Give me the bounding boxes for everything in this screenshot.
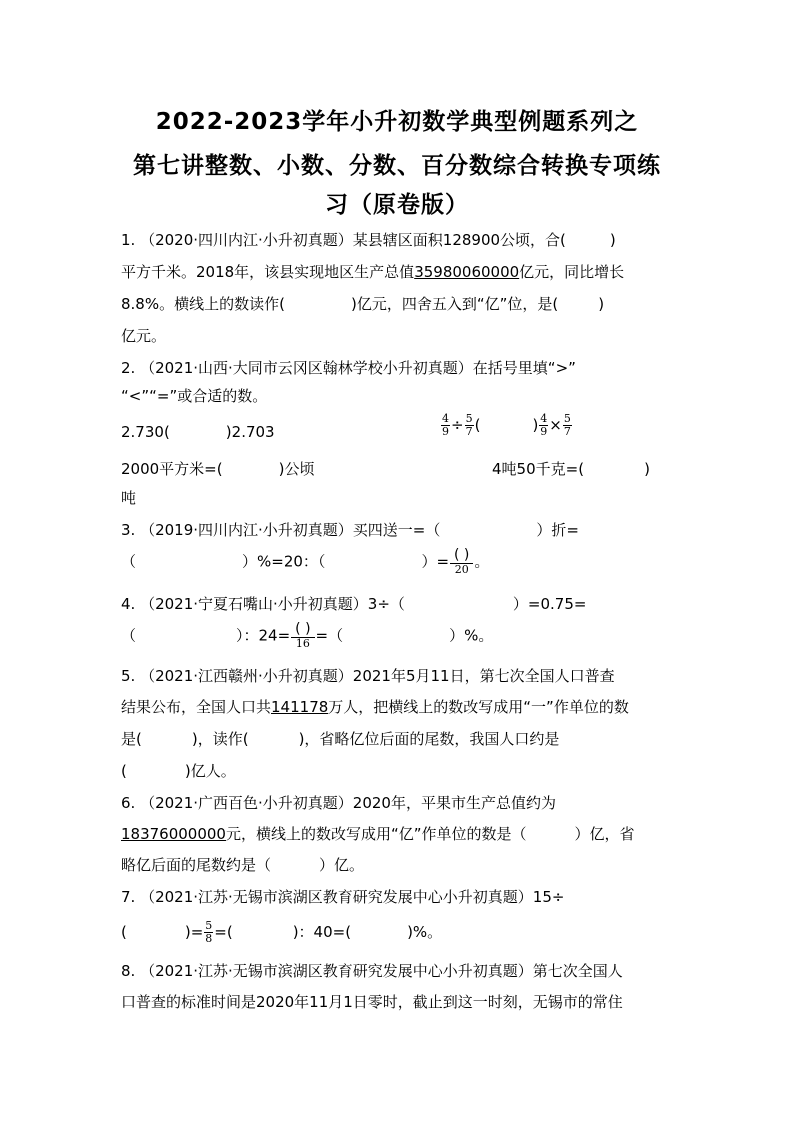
- q3-text: 3. （2019·四川内江·小升初真题）买四送一=（: [121, 521, 441, 539]
- q6-text: 元，横线上的数改写成用“亿”作单位的数是（: [225, 825, 527, 843]
- q1-text: )亿元，四舍五入到“亿”位，是(: [350, 295, 559, 313]
- title-line-1: 2022-2023学年小升初数学典型例题系列之: [155, 109, 639, 135]
- q5-text: )，省略亿位后面的尾数，我国人口约是: [298, 730, 560, 748]
- q4-text: ）=0.75=: [512, 595, 587, 613]
- q6-line-2: [121, 823, 635, 844]
- q8-line-1: 8. （2021·江苏·无锡市滨湖区教育研究发展中心小升初真题）第七次全国人: [121, 962, 623, 980]
- q5-text: )亿人。: [184, 762, 236, 780]
- q3-text: ）=: [421, 552, 450, 571]
- fraction-5-8: [204, 920, 213, 945]
- q3-text: ）%=20：（: [242, 552, 326, 571]
- q5-text: 万人，把横线上的数改写成用“一”作单位的数: [328, 698, 629, 716]
- q6-text: ）亿，省: [574, 825, 635, 843]
- q3-text: ）折=: [536, 521, 579, 539]
- q5-text: (: [121, 762, 127, 780]
- q5-underlined-number: 141178: [271, 698, 329, 716]
- q2-text: 2.730(: [121, 423, 170, 441]
- fraction-denominator: 9: [540, 425, 548, 438]
- q5-line-1: 5. （2021·江西赣州·小升初真题）2021年5月11日，第七次全国人口普查: [121, 667, 615, 685]
- q2-text: ): [532, 416, 539, 434]
- q1-text: 亿元，同比增长: [519, 263, 625, 281]
- divide-sign: ÷: [451, 416, 464, 434]
- q4-text: ）：24=: [236, 626, 291, 645]
- q1-text: 平方千米。2018年，该县实现地区生产总值: [121, 263, 415, 281]
- q6-underlined-number: 18376000000: [121, 825, 226, 843]
- q5-line-2: [121, 696, 629, 717]
- q6-line-1: 6. （2021·广西百色·小升初真题）2020年，平果市生产总值约为: [121, 794, 556, 812]
- q2-convert-2: [492, 458, 650, 479]
- fraction-numerator: ( ): [291, 622, 314, 638]
- q1-text: 1. （2020·四川内江·小升初真题）某县辖区面积128900公顷，合(: [121, 231, 566, 249]
- q1-line-2: [121, 261, 624, 282]
- q6-line-3: [121, 854, 364, 875]
- fraction-4-9: [539, 413, 548, 438]
- q2-text: )2.703: [225, 423, 275, 441]
- q2-compare-2: [440, 413, 573, 438]
- times-sign: ×: [549, 416, 562, 434]
- fraction-blank-over-16[interactable]: [291, 622, 314, 650]
- fraction-denominator: 16: [295, 637, 310, 650]
- q1-line-4: 亿元。: [121, 327, 167, 345]
- q6-text: ）亿。: [319, 856, 365, 874]
- q7-line-1: 7. （2021·江苏·无锡市滨湖区教育研究发展中心小升初真题）15÷: [121, 888, 565, 906]
- q7-text: )%。: [407, 923, 443, 941]
- q7-text: =(: [214, 923, 233, 941]
- fraction-4-9: [441, 413, 450, 438]
- fraction-numerator: 4: [442, 412, 449, 425]
- q4-text: ）%。: [449, 626, 494, 645]
- fraction-denominator: 7: [563, 425, 571, 438]
- q2-line-1: 2. （2021·山西·大同市云冈区翰林学校小升初真题）在括号里填“>”: [121, 359, 576, 377]
- q2-line-2: “<”“=”或合适的数。: [121, 387, 268, 405]
- q5-line-3: [121, 728, 559, 749]
- fraction-denominator: 7: [465, 425, 473, 438]
- q7-line-2: [121, 920, 442, 945]
- q3-line-1: [121, 519, 579, 540]
- q5-text: )，读作(: [191, 730, 249, 748]
- fraction-numerator: ( ): [450, 548, 473, 564]
- q2-text: 2000平方米=(: [121, 460, 223, 478]
- q2-convert-1: [121, 458, 314, 479]
- fraction-denominator: 8: [205, 932, 213, 945]
- q4-line-1: [121, 593, 586, 614]
- fraction-numerator: 5: [205, 919, 213, 932]
- q7-text: (: [121, 923, 127, 941]
- fraction-numerator: 5: [465, 412, 473, 425]
- q3-line-2: [121, 548, 489, 576]
- fraction-5-7: [563, 413, 572, 438]
- fraction-numerator: 4: [540, 412, 548, 425]
- q4-text: 4. （2021·宁夏石嘴山·小升初真题）3÷（: [121, 595, 405, 613]
- fraction-denominator: 20: [454, 563, 469, 576]
- q5-text: 结果公布，全国人口共: [121, 698, 272, 716]
- q2-text: )公顷: [278, 460, 315, 478]
- q2-compare-1: [121, 423, 275, 441]
- q1-line-1: [121, 229, 616, 250]
- q1-text: ): [598, 295, 605, 313]
- fraction-denominator: 9: [442, 425, 449, 438]
- q4-line-2: [121, 622, 493, 650]
- fraction-blank-over-20[interactable]: [450, 548, 473, 576]
- q5-text: 是(: [121, 730, 142, 748]
- q3-text: 。: [474, 552, 490, 571]
- q2-text: 4吨50千克=(: [492, 460, 585, 478]
- q7-text: )=: [184, 923, 204, 941]
- title-line-3: 习（原卷版）: [325, 192, 469, 218]
- title-line-2: 第七讲整数、小数、分数、百分数综合转换专项练: [133, 153, 661, 179]
- q4-text: =（: [315, 626, 344, 645]
- q1-line-3: [121, 293, 604, 314]
- fraction-numerator: 5: [563, 412, 571, 425]
- q1-text: ): [609, 231, 616, 249]
- q3-text: （: [121, 552, 137, 571]
- q1-underlined-number: 35980060000: [414, 263, 520, 281]
- q2-text: (: [474, 416, 481, 434]
- q2-text: ): [644, 460, 650, 478]
- q8-line-2: 口普查的标准时间是2020年11月1日零时，截止到这一时刻，无锡市的常住: [121, 993, 623, 1011]
- q7-text: )：40=(: [292, 923, 352, 941]
- q6-text: 略亿后面的尾数约是（: [121, 856, 272, 874]
- fraction-5-7: [465, 413, 474, 438]
- q1-text: 8.8%。横线上的数读作(: [121, 295, 285, 313]
- q5-line-4: [121, 760, 236, 781]
- q2-line-unit: 吨: [121, 489, 137, 507]
- q4-text: （: [121, 626, 137, 645]
